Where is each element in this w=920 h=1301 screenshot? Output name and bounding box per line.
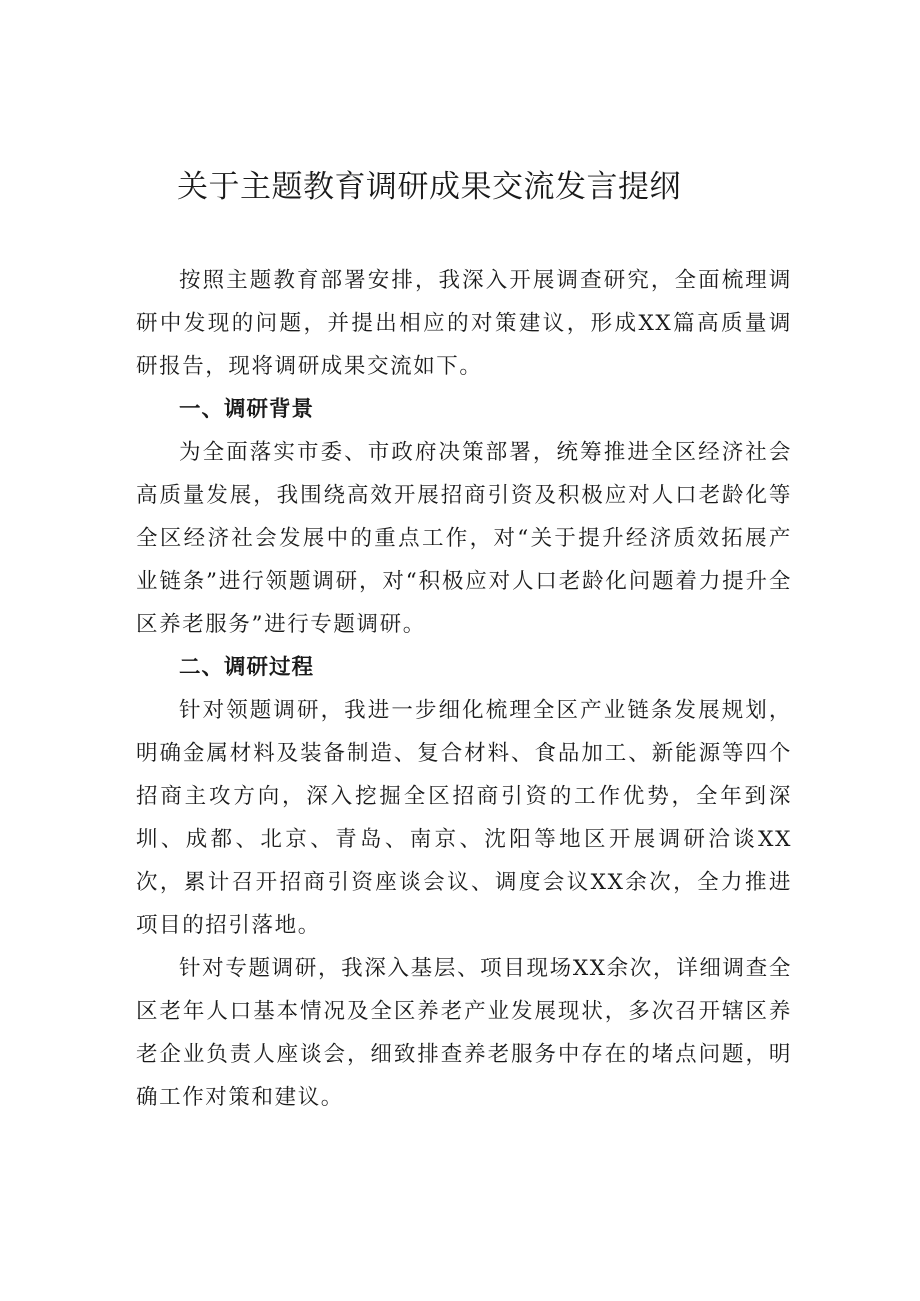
process-paragraph-2: 针对专题调研，我深入基层、项目现场XX余次，详细调查全区老年人口基本情况及全区养老产业发展现状，多次召开辖区养老企业负责人座谈会，细致排查养老服务中存在的堵点问题，明确工作对策和建议。 [136,956,792,1110]
section-heading-process: 二、调研过程 [179,655,315,680]
document-body [136,259,792,1119]
intro-paragraph: 按照主题教育部署安排，我深入开展调查研究，全面梳理调研中发现的问题，并提出相应的对策建议，形成XX篇高质量调研报告，现将调研成果交流如下。 [136,268,792,379]
background-paragraph: 为全面落实市委、市政府决策部署，统筹推进全区经济社会高质量发展，我围绕高效开展招商引资及积极应对人口老龄化等全区经济社会发展中的重点工作，对“关于提升经济质效拓展产业链条”进行领题调研，对“积极应对人口老龄化问题着力提升全区养老服务”进行专题调研。 [136,440,792,637]
document-title: 关于主题教育调研成果交流发言提纲 [177,169,681,205]
section-heading-background: 一、调研背景 [179,397,315,422]
process-paragraph-1: 针对领题调研，我进一步细化梳理全区产业链条发展规划，明确金属材料及装备制造、复合材料、食品加工、新能源等四个招商主攻方向，深入挖掘全区招商引资的工作优势，全年到深圳、成都、北京、青岛、南京、沈阳等地区开展调研洽谈XX次，累计召开招商引资座谈会议、调度会议XX余次，全力推进项目的招引落地。 [136,698,792,938]
